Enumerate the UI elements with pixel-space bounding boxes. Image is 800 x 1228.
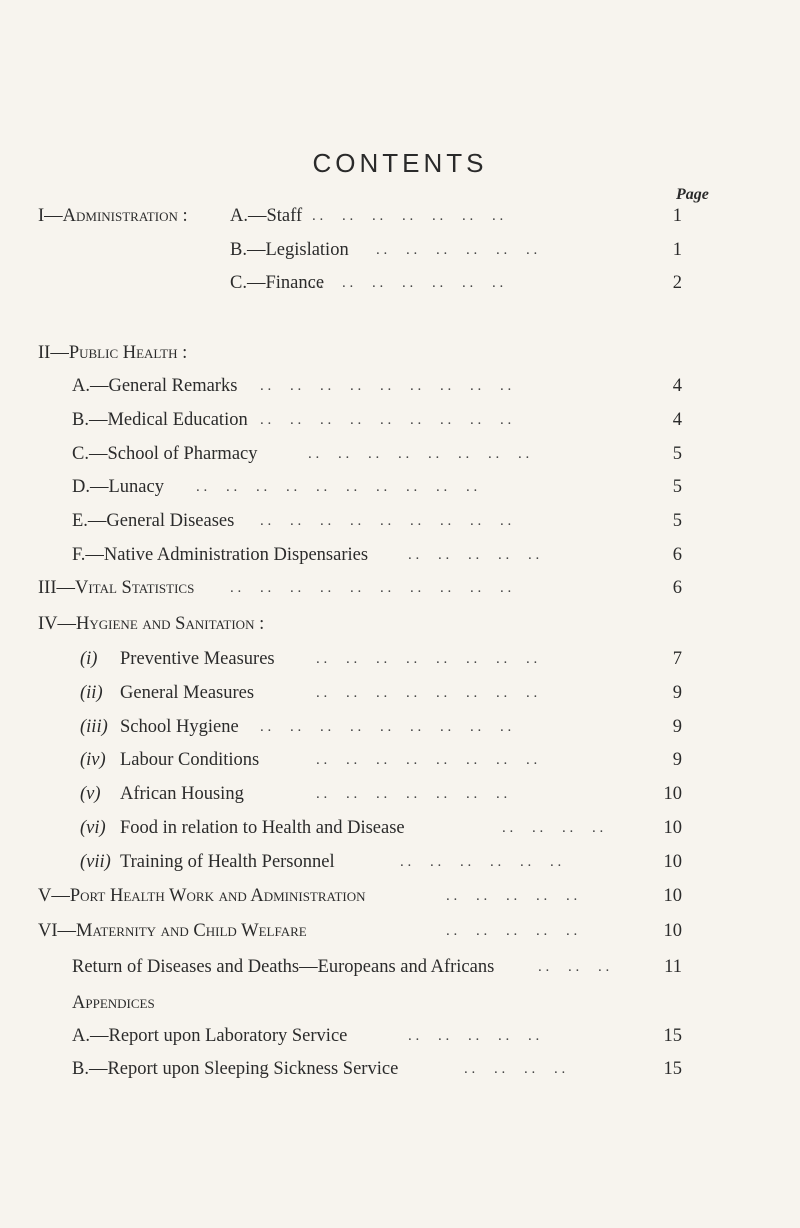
toc-entry[interactable] — [80, 815, 682, 841]
leader-dots: . . . . . . . . . . . . . . . . . . — [260, 513, 512, 529]
toc-entry-number: (i) — [80, 649, 98, 669]
toc-entry-page: 1 — [672, 206, 682, 226]
toc-entry[interactable] — [80, 747, 682, 773]
toc-entry-label: D.—Lunacy — [72, 477, 164, 497]
toc-entry-page: 9 — [672, 717, 682, 737]
toc-entry-number: (iv) — [80, 750, 106, 770]
toc-entry-page: 15 — [663, 1026, 682, 1046]
section-public-health-heading: II—Public Health : — [38, 343, 188, 363]
toc-entry-label: III—Vital Statistics — [38, 578, 195, 598]
toc-entry-number: (iii) — [80, 717, 108, 737]
toc-entry[interactable] — [72, 441, 682, 467]
toc-entry-number: (ii) — [80, 683, 103, 703]
leader-dots: . . . . . . — [538, 959, 610, 975]
toc-entry-number: (vi) — [80, 818, 106, 838]
leader-dots: . . . . . . . . . . — [446, 888, 578, 904]
toc-entry[interactable] — [80, 714, 682, 740]
toc-entry-page: 7 — [672, 649, 682, 669]
toc-entry[interactable] — [72, 508, 682, 534]
toc-entry-label: E.—General Diseases — [72, 511, 235, 531]
toc-entry-label: B.—Report upon Sleeping Sickness Service — [72, 1059, 399, 1079]
leader-dots: . . . . . . . . . . . . . . . . . . . . — [230, 580, 512, 596]
toc-entry-page: 6 — [672, 545, 682, 565]
toc-entry-page: 4 — [672, 376, 682, 396]
toc-entry-label: Return of Diseases and Deaths—Europeans and Africans — [72, 957, 495, 977]
toc-entry-maternity[interactable] — [38, 918, 682, 944]
toc-entry[interactable] — [72, 1023, 682, 1049]
section-administration-heading: I—Administration : — [38, 206, 188, 226]
leader-dots: . . . . . . . . . . . . . . . . — [316, 685, 538, 701]
toc-entry[interactable] — [72, 373, 682, 399]
toc-entry-label: F.—Native Administration Dispensaries — [72, 545, 369, 565]
toc-entry-number: (v) — [80, 784, 101, 804]
toc-entry[interactable] — [72, 542, 682, 568]
toc-entry-page: 10 — [663, 886, 682, 906]
toc-entry-port-health[interactable] — [38, 883, 682, 909]
toc-entry-page: 11 — [664, 957, 682, 977]
toc-entry-number: (vii) — [80, 852, 111, 872]
toc-entry-page: 10 — [663, 784, 682, 804]
toc-entry-page: 5 — [672, 511, 682, 531]
page-title: CONTENTS — [312, 148, 488, 178]
toc-entry-label: African Housing — [120, 784, 244, 804]
toc-entry[interactable] — [230, 237, 682, 263]
leader-dots: . . . . . . . . . . . . . . . . — [316, 651, 538, 667]
leader-dots: . . . . . . . . . . . . — [376, 242, 538, 258]
toc-entry[interactable] — [72, 1056, 682, 1082]
leader-dots: . . . . . . . . — [464, 1061, 566, 1077]
toc-entry-page: 6 — [672, 578, 682, 598]
toc-entry-page: 2 — [672, 273, 682, 293]
toc-entry-label: General Measures — [120, 683, 255, 703]
toc-entry-page: 4 — [672, 410, 682, 430]
section-hygiene-heading: IV—Hygiene and Sanitation : — [38, 614, 265, 634]
leader-dots: . . . . . . . . . . . . . . . . . . — [260, 378, 512, 394]
toc-entry[interactable] — [80, 646, 682, 672]
leader-dots: . . . . . . . . . . . . . . — [312, 208, 504, 224]
toc-entry-label: V—Port Health Work and Administration — [38, 886, 366, 906]
leader-dots: . . . . . . . . . . — [446, 923, 578, 939]
toc-entry[interactable] — [230, 270, 682, 296]
toc-entry-page: 9 — [672, 750, 682, 770]
leader-dots: . . . . . . . . . . . . . . . . . . — [260, 719, 512, 735]
toc-entry[interactable] — [80, 849, 682, 875]
toc-entry-page: 10 — [663, 921, 682, 941]
section-appendices-heading: Appendices — [72, 993, 155, 1013]
toc-entry[interactable] — [80, 680, 682, 706]
leader-dots: . . . . . . . . . . . . . . . . . . . . — [196, 479, 478, 495]
leader-dots: . . . . . . . . . . — [408, 1028, 540, 1044]
toc-entry[interactable] — [80, 781, 682, 807]
toc-entry-label: School Hygiene — [120, 717, 239, 737]
toc-entry-label: Labour Conditions — [120, 750, 260, 770]
leader-dots: . . . . . . . . . . . . . . . . — [308, 446, 530, 462]
toc-entry[interactable] — [72, 474, 682, 500]
leader-dots: . . . . . . . . . . . . . . — [316, 786, 508, 802]
toc-entry-label: C.—School of Pharmacy — [72, 444, 258, 464]
toc-entry-label: Preventive Measures — [120, 649, 275, 669]
toc-entry-label: B.—Legislation — [230, 240, 349, 260]
page-column-header: Page — [676, 186, 709, 203]
leader-dots: . . . . . . . . . . . . — [400, 854, 562, 870]
toc-entry-page: 10 — [663, 818, 682, 838]
toc-entry-page: 5 — [672, 477, 682, 497]
toc-entry-label: B.—Medical Education — [72, 410, 248, 430]
toc-entry-page: 9 — [672, 683, 682, 703]
toc-entry[interactable] — [72, 407, 682, 433]
leader-dots: . . . . . . . . . . . . . . . . . . — [260, 412, 512, 428]
toc-entry-label: Food in relation to Health and Disease — [120, 818, 405, 838]
toc-entry-label: A.—Report upon Laboratory Service — [72, 1026, 348, 1046]
leader-dots: . . . . . . . . . . . . . . — [312, 275, 504, 291]
toc-entry-label: A.—General Remarks — [72, 376, 238, 396]
toc-entry[interactable] — [230, 203, 682, 229]
toc-entry-label: A.—Staff — [230, 206, 303, 226]
toc-entry-label: VI—Maternity and Child Welfare — [38, 921, 307, 941]
toc-entry-page: 15 — [663, 1059, 682, 1079]
leader-dots: . . . . . . . . . . . . . . . . — [316, 752, 538, 768]
toc-entry-page: 10 — [663, 852, 682, 872]
toc-entry-page: 5 — [672, 444, 682, 464]
toc-entry-vital-statistics[interactable] — [38, 575, 682, 601]
leader-dots: . . . . . . . . . . — [408, 547, 540, 563]
leader-dots: . . . . . . . . — [502, 820, 604, 836]
toc-entry-returns[interactable] — [72, 954, 682, 980]
toc-entry-label: Training of Health Personnel — [120, 852, 335, 872]
toc-entry-page: 1 — [672, 240, 682, 260]
toc-entry-label: C.—Finance — [230, 273, 325, 293]
